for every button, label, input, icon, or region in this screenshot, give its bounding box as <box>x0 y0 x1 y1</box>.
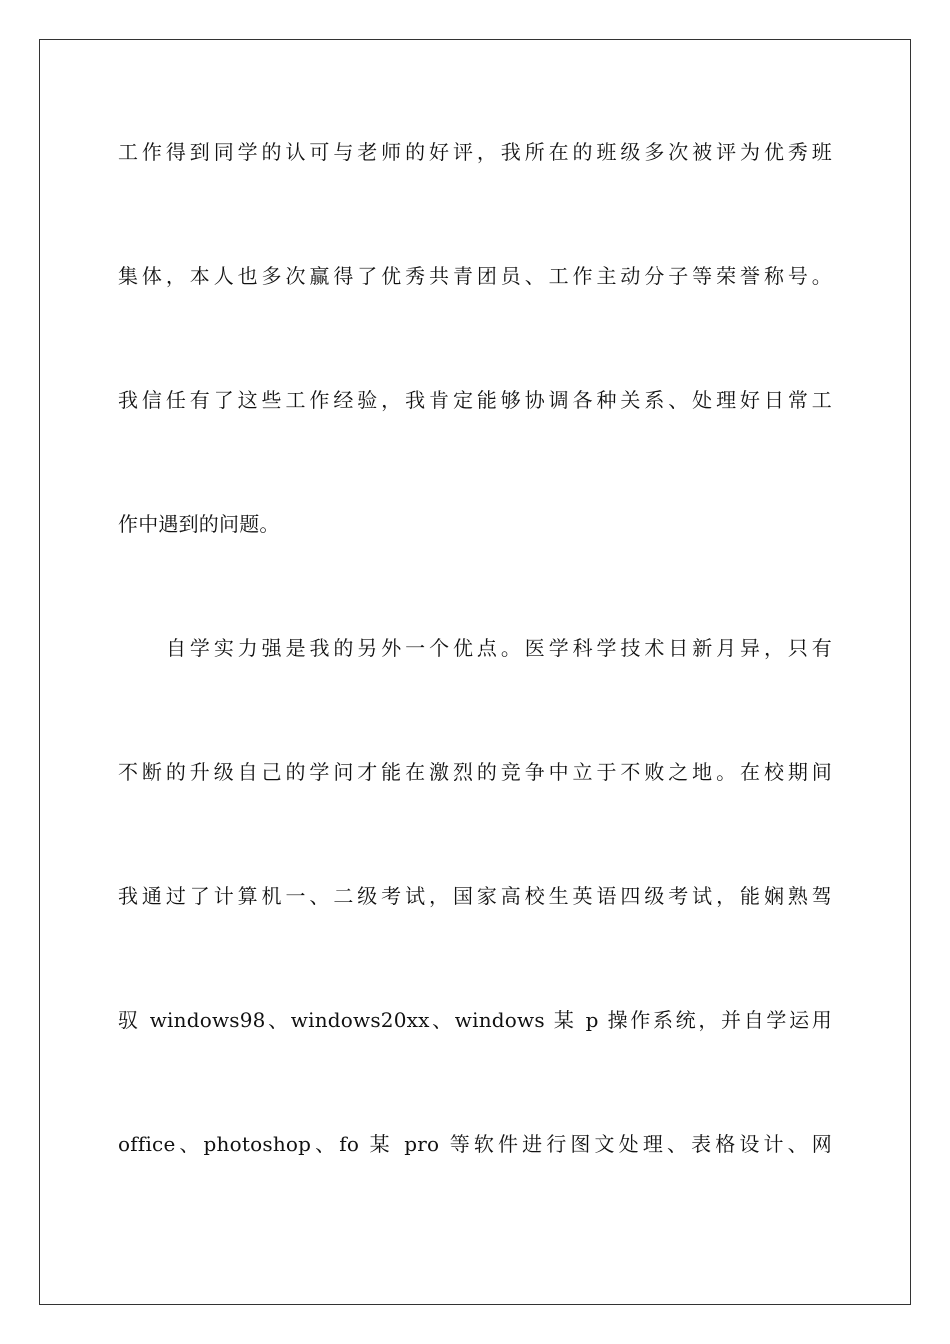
body-text-line-8: 驭 windows98、windows20xx、windows 某 p 操作系统，并自学运用 <box>118 1008 832 1032</box>
body-text-line-9: office、photoshop、fo 某 pro 等软件进行图文处理、表格设计、网 <box>118 1132 832 1156</box>
page-border <box>39 39 911 1305</box>
body-text-line-4: 作中遇到的问题。 <box>118 512 280 536</box>
body-text-line-2: 集体，本人也多次赢得了优秀共青团员、工作主动分子等荣誉称号。 <box>118 264 832 288</box>
body-text-line-6: 不断的升级自己的学问才能在激烈的竞争中立于不败之地。在校期间 <box>118 760 832 784</box>
body-text-line-1: 工作得到同学的认可与老师的好评，我所在的班级多次被评为优秀班 <box>118 140 832 164</box>
body-text-line-3: 我信任有了这些工作经验，我肯定能够协调各种关系、处理好日常工 <box>118 388 832 412</box>
body-text-line-5: 自学实力强是我的另外一个优点。医学科学技术日新月异，只有 <box>166 636 832 660</box>
body-text-line-7: 我通过了计算机一、二级考试，国家高校生英语四级考试，能娴熟驾 <box>118 884 832 908</box>
